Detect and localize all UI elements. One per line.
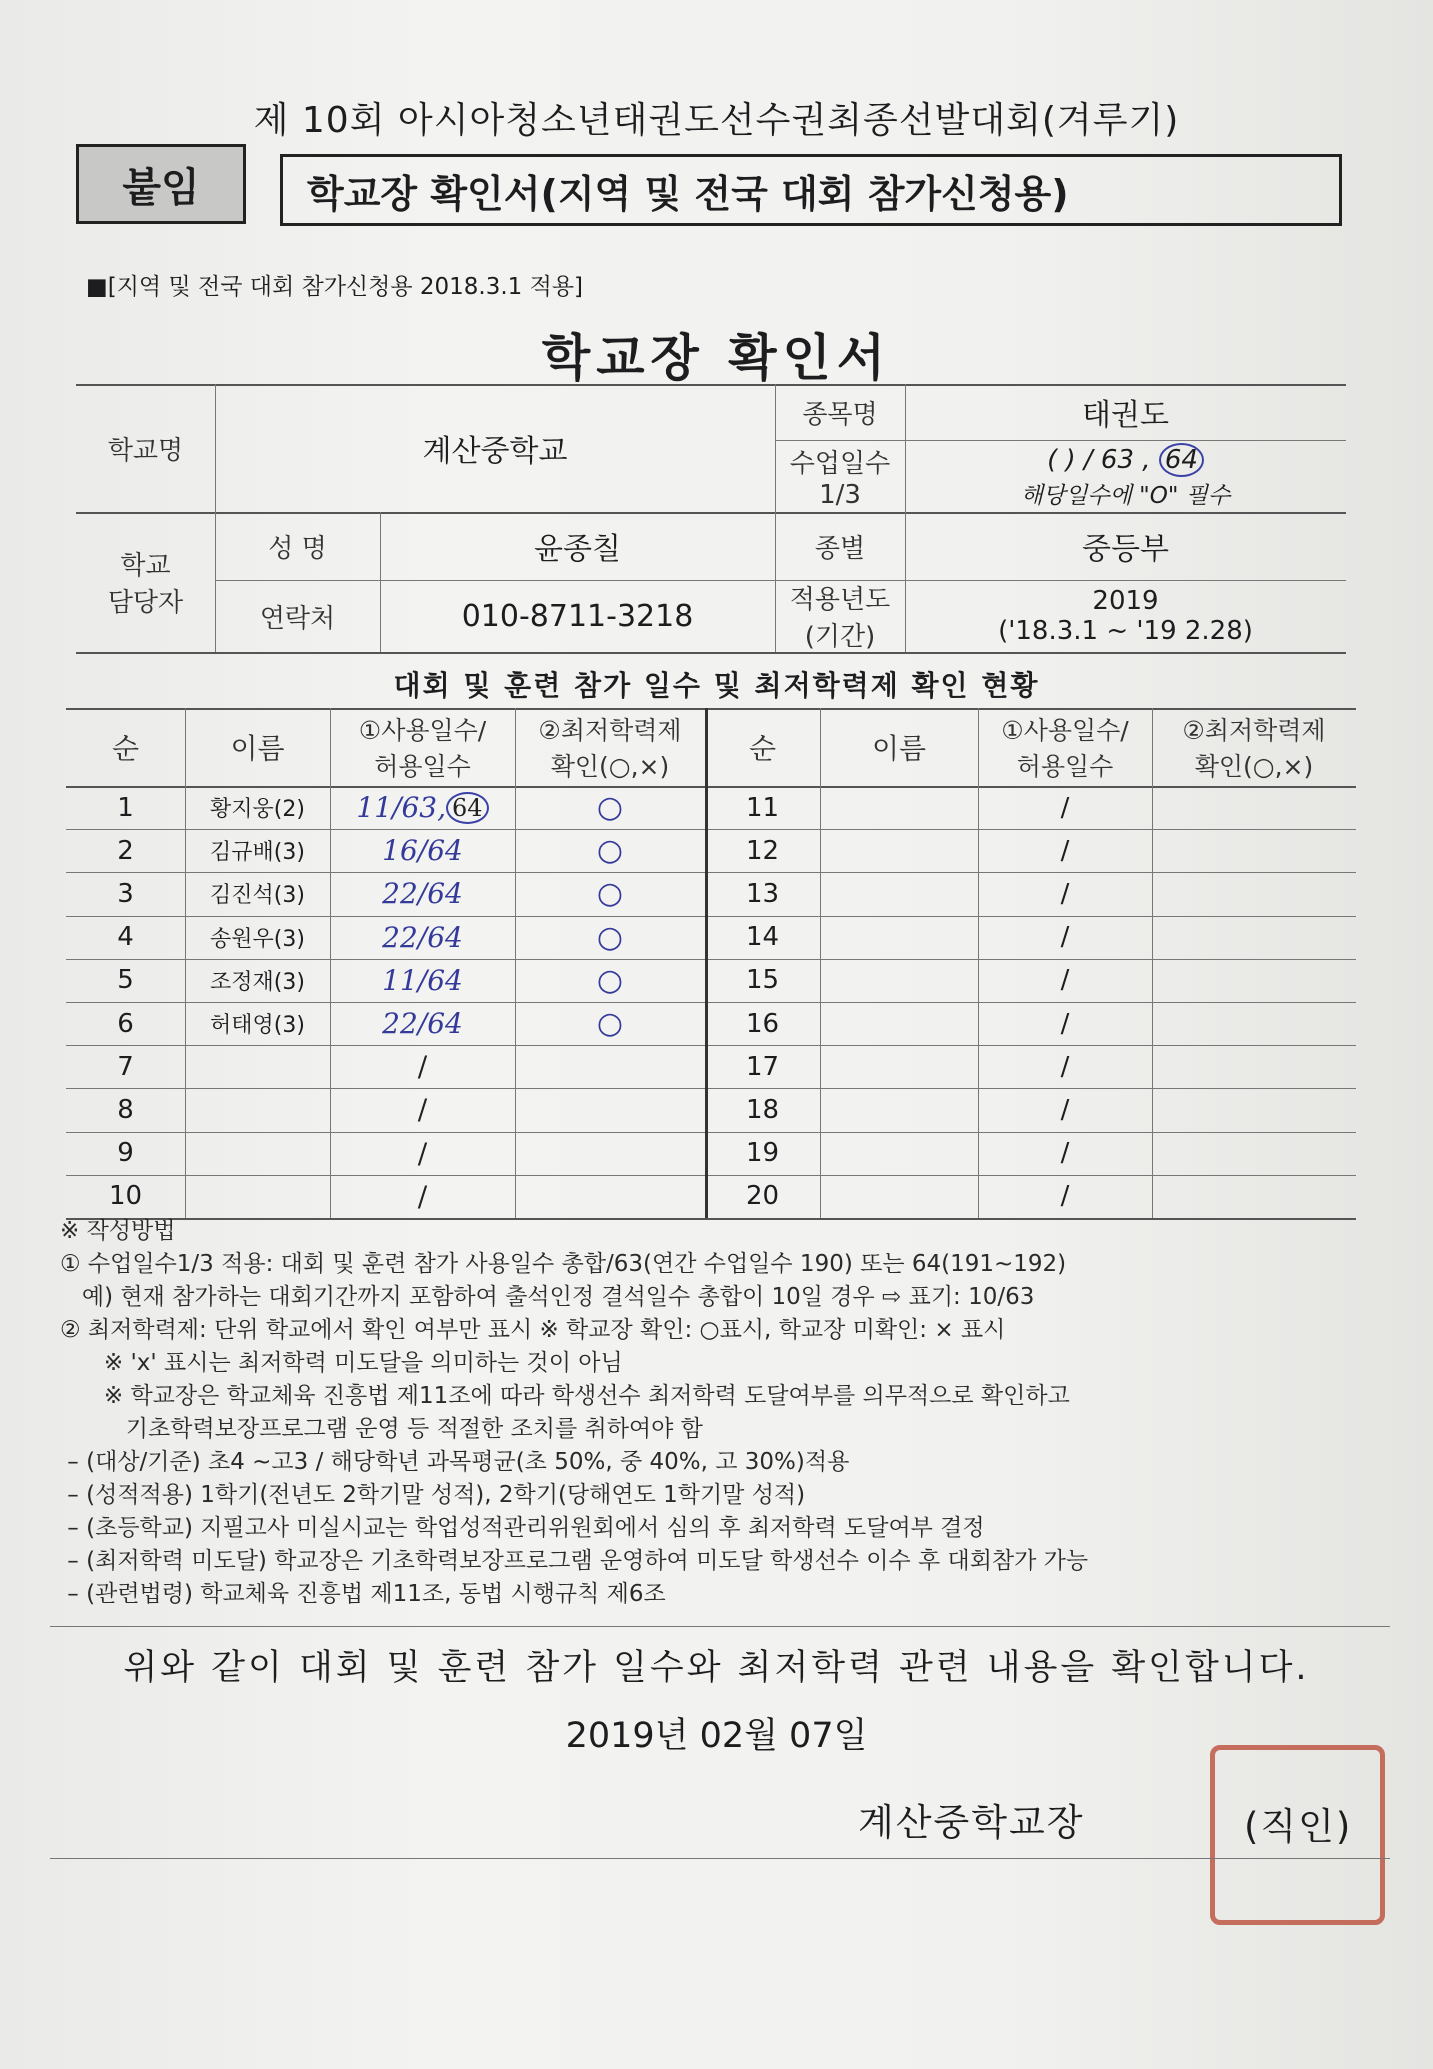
instruction-line: ※ 작성방법 [60,1218,176,1244]
instruction-line: – (관련법령) 학교체육 진흥법 제11조, 동법 시행규칙 제6조 [60,1581,666,1607]
allowed-days: /64 [417,963,463,997]
allowed-days: / [417,1050,428,1084]
used-days-value: 11 [356,791,393,825]
contact-label: 연락처 [259,603,336,634]
confirmation-statement: 위와 같이 대회 및 훈련 참가 일수와 최저학력 관련 내용을 확인합니다. [123,1648,1310,1688]
school-days-text: ( ) / 63 , [1047,444,1151,475]
header-check [515,708,705,786]
row-number: 7 [117,1051,134,1082]
header-days-line1: ①사용일수/ [1001,716,1129,745]
row-number: 1 [117,792,134,823]
used-days [330,1002,515,1045]
used-days: / [1060,1138,1070,1169]
row-number: 6 [117,1008,134,1039]
instruction-line: – (초등학교) 지필고사 미실시교는 학업성적관리위원회에서 심의 후 최저학력 도달여부 결정 [60,1515,985,1541]
row-number: 12 [745,835,780,866]
instruction-line: ※ 'x' 표시는 최저학력 미도달을 의미하는 것이 아님 [60,1350,623,1376]
header-no: 순 [748,732,777,765]
header-check-line2: 확인(○,×) [1194,752,1314,781]
sport-label: 종목명 [802,399,878,430]
section-title: 대회 및 훈련 참가 일수 및 최저학력제 확인 현황 [393,669,1040,702]
allowed-days: /64 [417,920,463,954]
info-table-bottom-border [76,652,1346,654]
used-days: / [1060,1008,1070,1039]
manager-name: 윤종칠 [534,532,621,567]
student-name: 황지웅(2) [210,797,305,823]
instruction-line: – (최저학력 미도달) 학교장은 기초학력보장프로그램 운영하여 미도달 학생선수 이수 후 대회참가 가능 [60,1548,1089,1574]
allowed-days: /64 [417,834,463,868]
application-note: ■[지역 및 전국 대회 참가신청용 2018.3.1 적용] [86,274,584,300]
school-days-label-line1: 수업일수 [789,448,891,479]
event-title: 제 10회 아시아청소년태권도선수권최종선발대회(겨루기) [253,100,1180,141]
header-title: 학교장 확인서(지역 및 전국 대회 참가신청용) [280,154,1342,226]
header-days [330,708,515,786]
row-number: 15 [745,965,780,996]
row-number: 9 [117,1138,134,1169]
instruction-line: 예) 현재 참가하는 대회기간까지 포함하여 출석인정 결석일수 총합이 10일 경우 ⇨ 표기: 10/63 [60,1284,1035,1310]
used-days [330,1045,515,1088]
year-label-line2: (기간) [804,622,876,652]
school-days-circled: 64 [1159,443,1204,477]
school-days-note: 해당일수에 "O" 필수 [1020,482,1231,509]
literacy-check-mark: ○ [596,1006,624,1042]
instruction-line: 기초학력보장프로그램 운영 등 적절한 조치를 취하여야 함 [60,1416,703,1442]
used-days [330,916,515,959]
row-number: 3 [117,878,134,909]
literacy-check-mark [515,1175,705,1218]
row-number: 19 [745,1138,780,1169]
used-days [330,1132,515,1175]
header-check-line1: ②최저학력제 [1182,716,1326,745]
used-days-value: 22 [382,877,418,911]
used-days: / [1060,965,1070,996]
literacy-check-mark: ○ [596,919,624,955]
header-check-line1: ②최저학력제 [538,716,682,745]
literacy-check-mark: ○ [596,876,624,912]
literacy-check-mark [515,1045,705,1088]
manager-label [76,512,215,652]
manager-label-line2: 담당자 [107,588,184,618]
used-days: / [1060,792,1070,823]
header-days-line2: 허용일수 [374,752,471,781]
row-number: 2 [117,835,134,866]
manager-label-line1: 학교 [120,551,171,581]
issue-date: 2019년 02월 07일 [565,1716,868,1756]
student-name [185,1088,330,1131]
student-name: 김규배(3) [210,840,305,866]
year-number: 2019 [1092,586,1159,616]
used-days [330,959,515,1002]
literacy-check-mark [515,1088,705,1131]
school-days-label-line2: 1/3 [819,479,861,510]
sport-value: 태권도 [1082,398,1169,433]
used-days [330,829,515,872]
year-period: ('18.3.1 ~ '19 2.28) [998,616,1253,646]
header-check [1152,708,1356,786]
row-number: 18 [745,1094,780,1125]
header-name: 이름 [871,732,927,765]
used-days: / [1060,1051,1070,1082]
literacy-check-mark: ○ [596,833,624,869]
header-name: 이름 [230,732,285,765]
used-days [330,786,515,829]
row-number: 10 [108,1181,143,1212]
row-number: 14 [745,922,780,953]
header-no: 순 [111,732,140,765]
allowed-days: /64 [417,1007,463,1041]
row-number: 5 [117,965,134,996]
row-number: 4 [117,922,134,953]
student-name: 송원우(3) [210,926,305,952]
school-days-value [905,440,1346,512]
used-days: / [1060,835,1070,866]
school-name-label: 학교명 [107,435,184,466]
row-number: 11 [745,792,780,823]
used-days: / [1060,922,1070,953]
attachment-tag: 붙임 [76,144,246,224]
used-days-value: 11 [382,963,418,997]
student-name: 조정재(3) [210,969,305,995]
year-label [775,580,905,652]
allowed-days: /63, [392,791,447,825]
seal-label: (직인) [1244,1805,1353,1848]
student-name [185,1132,330,1175]
year-value [905,580,1346,652]
instruction-line: ① 수업일수1/3 적용: 대회 및 훈련 참가 사용일수 총합/63(연간 수업일수 190) 또는 64(191~192) [60,1251,1067,1277]
row-number: 17 [745,1051,780,1082]
allowed-days: /64 [417,877,463,911]
student-name: 허태영(3) [210,1013,305,1039]
used-days [330,872,515,915]
used-days-value: 22 [382,1007,418,1041]
school-days-label [775,440,905,512]
contact-number: 010-8711-3218 [461,598,694,634]
division-value: 중등부 [1082,532,1169,567]
used-days [330,1175,515,1218]
school-name: 계산중학교 [422,434,568,469]
literacy-check-mark [515,1132,705,1175]
row-number: 8 [117,1094,134,1125]
instruction-line: ※ 학교장은 학교체육 진흥법 제11조에 따라 학생선수 최저학력 도달여부를 의무적으로 확인하고 [60,1383,1070,1409]
student-name [185,1175,330,1218]
bottom-divider [50,1858,1390,1859]
allowed-days: / [417,1093,428,1127]
principal-title: 계산중학교장 [858,1801,1085,1844]
document-title: 학교장 확인서 [541,329,892,387]
row-number: 16 [745,1008,780,1039]
allowed-days: / [417,1179,428,1213]
instruction-line: – (성적적용) 1학기(전년도 2학기말 성적), 2학기(당해연도 1학기말 성적) [60,1482,806,1508]
division-label: 종별 [814,533,866,564]
used-days: / [1060,1094,1070,1125]
allowed-days: / [417,1136,428,1170]
year-label-line1: 적용년도 [789,585,891,615]
used-days-value: 16 [382,834,418,868]
header-days-line2: 허용일수 [1016,752,1114,781]
allowed-days-circled: 64 [446,792,489,824]
student-name [185,1045,330,1088]
writing-instructions [60,1215,1390,1611]
header-days-line1: ①사용일수/ [358,716,487,745]
used-days-value: 22 [382,920,418,954]
used-days [330,1088,515,1131]
header-check-line2: 확인(○,×) [550,752,670,781]
name-label: 성 명 [268,533,327,564]
used-days: / [1060,1181,1070,1212]
literacy-check-mark: ○ [596,962,624,998]
student-name: 김진석(3) [210,883,305,909]
instruction-line: ② 최저학력제: 단위 학교에서 확인 여부만 표시 ※ 학교장 확인: ○표시, 학교장 미확인: × 표시 [60,1317,1006,1343]
used-days: / [1060,878,1070,909]
row-number: 20 [745,1181,780,1212]
header-days [978,708,1152,786]
row-number: 13 [745,878,780,909]
literacy-check-mark: ○ [596,790,624,826]
notes-divider [50,1626,1390,1627]
instruction-line: – (대상/기준) 초4 ~고3 / 해당학년 과목평균(초 50%, 중 40%, 고 30%)적용 [60,1449,850,1475]
